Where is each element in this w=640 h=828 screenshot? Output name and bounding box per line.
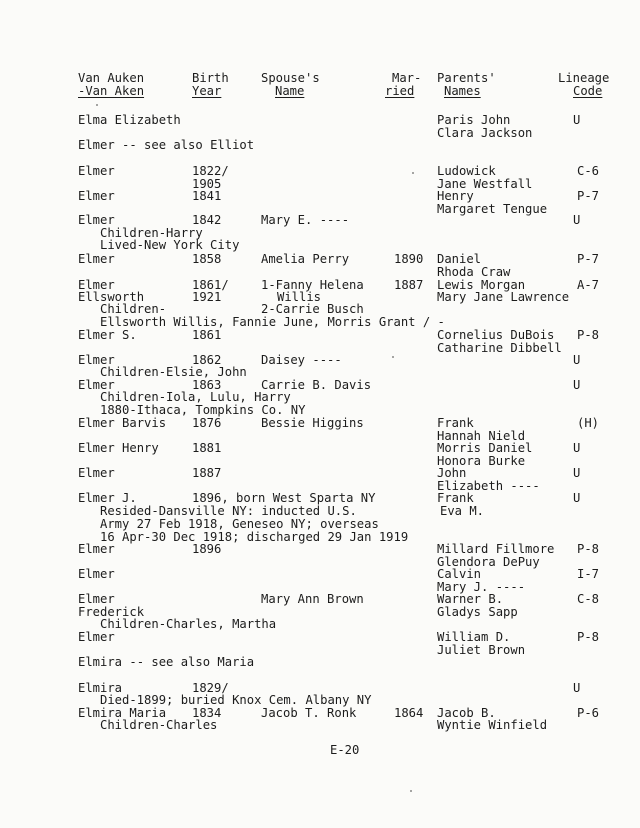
entry-text: Ludowick: [437, 164, 496, 178]
entry-text: 1876: [192, 416, 222, 430]
header-birth-line1: Birth: [192, 71, 229, 85]
entry-text: P-8: [577, 630, 600, 644]
entry-text: Elmer Barvis: [78, 416, 167, 430]
entry-text: 1861/: [192, 278, 229, 292]
entry-text: Calvin: [437, 567, 482, 581]
entry-text: Elmer J.: [78, 491, 137, 505]
entry-text: Lived-New York City: [100, 238, 240, 252]
entry-text: Daniel: [437, 252, 482, 266]
entry-text: 1861: [192, 328, 222, 342]
entry-text: Carrie B. Davis: [261, 378, 372, 392]
entry-text: Resided-Dansville NY: inducted U.S.: [100, 504, 357, 518]
entry-text: 1896, born West Sparta NY: [192, 491, 376, 505]
entry-text: Elmer: [78, 630, 115, 644]
entry-text: Elmer: [78, 189, 115, 203]
header-married-line2: ried: [385, 84, 415, 98]
header-surname-line1: Van Auken: [78, 71, 145, 85]
entry-text: 1834: [192, 706, 222, 720]
header-lineage-line2: Code: [573, 84, 603, 98]
entry-text: Elmira Maria: [78, 706, 167, 720]
entry-text: Children-Elsie, John: [100, 365, 247, 379]
entry-text: 1862: [192, 353, 222, 367]
entry-text: Mary Jane Lawrence: [437, 290, 570, 304]
entry-text: Elma Elizabeth: [78, 113, 181, 127]
scan-speck: [96, 104, 98, 106]
entry-text: U: [573, 441, 581, 455]
entry-text: Juliet Brown: [437, 643, 526, 657]
entry-text: 16 Apr-30 Dec 1918; discharged 29 Jan 1919: [100, 530, 409, 544]
entry-text: P-8: [577, 542, 600, 556]
entry-text: William D.: [437, 630, 511, 644]
entry-text: John: [437, 466, 467, 480]
entry-text: Clara Jackson: [437, 126, 533, 140]
entry-text: P-6: [577, 706, 600, 720]
entry-text: 1887: [192, 466, 222, 480]
entry-text: Gladys Sapp: [437, 605, 518, 619]
header-parents-line2: Names: [444, 84, 481, 98]
entry-text: Elmer: [78, 378, 115, 392]
entry-text: Elmer Henry: [78, 441, 159, 455]
entry-text: Catharine Dibbell: [437, 341, 562, 355]
entry-text: 1881: [192, 441, 222, 455]
header-married-line1: Mar-: [392, 71, 422, 85]
entry-text: Henry: [437, 189, 474, 203]
entry-text: Elmer -- see also Elliot: [78, 138, 255, 152]
scan-speck: [412, 172, 414, 174]
entry-text: Wyntie Winfield: [437, 718, 548, 732]
entry-text: Warner B.: [437, 592, 504, 606]
entry-text: U: [573, 681, 581, 695]
entry-text: Bessie Higgins: [261, 416, 364, 430]
entry-text: Elmer S.: [78, 328, 137, 342]
entry-text: Morris Daniel: [437, 441, 533, 455]
entry-text: Paris John: [437, 113, 511, 127]
header-birth-line2: Year: [192, 84, 222, 98]
entry-text: U: [573, 213, 581, 227]
entry-text: 1890: [394, 252, 424, 266]
entry-text: Children-Charles: [100, 718, 218, 732]
entry-text: Willis: [277, 290, 322, 304]
entry-text: Amelia Perry: [261, 252, 350, 266]
entry-text: 1822/: [192, 164, 229, 178]
entry-text: Elmira -- see also Maria: [78, 655, 255, 669]
entry-text: Cornelius DuBois: [437, 328, 555, 342]
header-spouse-line2: Name: [275, 84, 305, 98]
entry-text: Elmer: [78, 213, 115, 227]
entry-text: 1896: [192, 542, 222, 556]
entry-text: Died-1899; buried Knox Cem. Albany NY: [100, 693, 372, 707]
entry-text: Elmira: [78, 681, 123, 695]
entry-text: Lewis Morgan: [437, 278, 526, 292]
entry-text: Elmer: [78, 466, 115, 480]
entry-text: 1864: [394, 706, 424, 720]
entry-text: U: [573, 466, 581, 480]
entry-text: Ellsworth: [78, 290, 145, 304]
entry-text: Elmer: [78, 278, 115, 292]
entry-text: Hannah Nield: [437, 429, 526, 443]
entry-text: Frank: [437, 416, 474, 430]
entry-text: Mary Ann Brown: [261, 592, 364, 606]
header-spouse-line1: Spouse's: [261, 71, 320, 85]
entry-text: 1842: [192, 213, 222, 227]
entry-text: 1841: [192, 189, 222, 203]
header-surname-line2: -Van Aken: [78, 84, 145, 98]
entry-text: Daisey ----: [261, 353, 342, 367]
entry-text: P-7: [577, 189, 600, 203]
entry-text: 1905: [192, 177, 222, 191]
entry-text: Rhoda Craw: [437, 265, 511, 279]
entry-text: Frank: [437, 491, 474, 505]
entry-text: 1880-Ithaca, Tompkins Co. NY: [100, 403, 306, 417]
entry-text: U: [573, 113, 581, 127]
entry-text: Mary E. ----: [261, 213, 350, 227]
scan-speck: [392, 356, 394, 358]
entry-text: C-6: [577, 164, 600, 178]
entry-text: A-7: [577, 278, 600, 292]
scan-speck: [410, 790, 412, 792]
entry-text: Children-Charles, Martha: [100, 617, 277, 631]
entry-text: U: [573, 491, 581, 505]
entry-text: Children-Harry: [100, 226, 203, 240]
entry-text: 1887: [394, 278, 424, 292]
entry-text: Elmer: [78, 542, 115, 556]
entry-text: Elmer: [78, 567, 115, 581]
entry-text: Honora Burke: [437, 454, 526, 468]
entry-text: 1863: [192, 378, 222, 392]
entry-text: Elizabeth ----: [437, 479, 540, 493]
entry-text: U: [573, 353, 581, 367]
entry-text: 1-Fanny Helena: [261, 278, 364, 292]
entry-text: Mary J. ----: [437, 580, 526, 594]
entry-text: Elmer: [78, 164, 115, 178]
entry-text: Eva M.: [440, 504, 485, 518]
entry-text: I-7: [577, 567, 600, 581]
entry-text: (H): [577, 416, 600, 430]
page-number: E-20: [330, 743, 360, 757]
entry-text: 1921: [192, 290, 222, 304]
entry-text: P-8: [577, 328, 600, 342]
entry-text: Children-Iola, Lulu, Harry: [100, 390, 291, 404]
entry-text: Frederick: [78, 605, 145, 619]
entry-text: C-8: [577, 592, 600, 606]
entry-text: Millard Fillmore: [437, 542, 555, 556]
entry-text: 1829/: [192, 681, 229, 695]
entry-text: Elmer: [78, 252, 115, 266]
entry-text: Children-: [100, 302, 167, 316]
entry-text: Elmer: [78, 592, 115, 606]
entry-text: Margaret Tengue: [437, 202, 548, 216]
entry-text: Elmer: [78, 353, 115, 367]
entry-text: Ellsworth Willis, Fannie June, Morris Grant / -: [100, 315, 445, 329]
entry-text: Army 27 Feb 1918, Geneseo NY; overseas: [100, 517, 379, 531]
header-lineage-line1: Lineage: [558, 71, 610, 85]
entry-text: Jane Westfall: [437, 177, 533, 191]
entry-text: 1858: [192, 252, 222, 266]
entry-text: 2-Carrie Busch: [261, 302, 364, 316]
entry-text: Glendora DePuy: [437, 555, 540, 569]
entry-text: U: [573, 378, 581, 392]
header-parents-line1: Parents': [437, 71, 496, 85]
entry-text: P-7: [577, 252, 600, 266]
entry-text: Jacob B.: [437, 706, 496, 720]
entry-text: Jacob T. Ronk: [261, 706, 357, 720]
